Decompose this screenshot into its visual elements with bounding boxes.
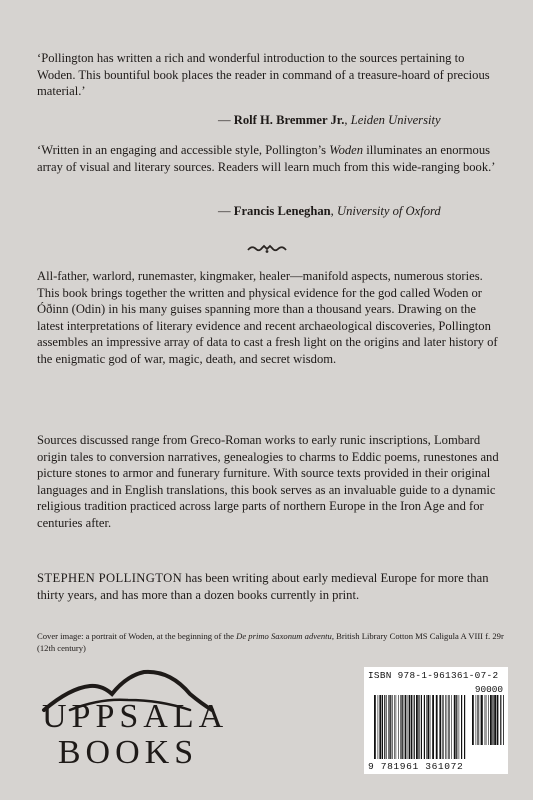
barcode-bar	[416, 695, 418, 759]
author-name: STEPHEN POLLINGTON	[37, 571, 183, 585]
barcode-bar	[390, 695, 391, 759]
barcode-bar	[430, 695, 431, 759]
quote-2-author: Francis Leneghan	[233, 204, 331, 218]
barcode-bar	[396, 695, 397, 759]
price-code: 90000	[474, 684, 503, 695]
addon-barcode-bars	[472, 695, 504, 745]
quote-2-text-start: ‘Written in an engaging and accessible style, Pollington’s	[37, 143, 330, 157]
barcode-bar	[402, 695, 403, 759]
barcode-bar	[414, 695, 415, 759]
barcode-bar	[445, 695, 446, 759]
barcode-bar	[386, 695, 387, 759]
barcode-bar	[379, 695, 381, 759]
barcode-bar	[500, 695, 501, 745]
barcode-bar	[464, 695, 465, 759]
barcode-bar	[384, 695, 385, 759]
quote-1	[37, 50, 499, 100]
isbn-number: ISBN 978-1-961361-07-2	[368, 670, 499, 681]
barcode-bar	[405, 695, 407, 759]
barcode-bar	[488, 695, 489, 745]
barcode-bar	[408, 695, 409, 759]
ean-digits: 9 781961 361072	[368, 761, 464, 772]
barcode-bar	[456, 695, 457, 759]
barcode-bar	[424, 695, 425, 759]
barcode-bar	[426, 695, 427, 759]
barcode-bar	[394, 695, 395, 759]
barcode-bar	[461, 695, 462, 759]
barcode-bar	[392, 695, 393, 759]
barcode-bar	[497, 695, 499, 745]
barcode-bar	[503, 695, 504, 745]
barcode-bar	[476, 695, 477, 745]
publisher-logo	[40, 668, 229, 778]
quote-2-affiliation: University of Oxford	[336, 204, 441, 218]
barcode-bar	[418, 695, 419, 759]
caption-text-start: Cover image: a portrait of Woden, at the beginning of the	[37, 631, 237, 641]
dash: —	[218, 113, 231, 127]
barcode-bar	[492, 695, 493, 745]
barcode-bar	[459, 695, 460, 759]
quote-2-text-end: illuminates an enormous array of visual and literary sources. Readers will learn much from this wide-ranging book.’	[37, 143, 496, 174]
barcode-bar	[409, 695, 410, 759]
quote-1-attribution: — Rolf H. Bremmer Jr., Leiden University	[218, 113, 441, 127]
barcode-bar	[442, 695, 443, 759]
barcode-bar	[451, 695, 452, 759]
publisher-name-line-2: BOOKS	[57, 734, 199, 771]
barcode-bar	[480, 695, 481, 745]
barcode-bar	[436, 695, 438, 759]
barcode-bar	[486, 695, 487, 745]
description-paragraph-2: Sources discussed range from Greco-Roman works to early runic inscriptions, Lombard origin tales to conversion narratives, genealogies to charms to Eddic poems, runestones and picture stones to armor and funerary furniture. With source texts provided in their original languages and in English translations, this book serves as an invaluable guide to a dynamic religious tradition practiced across large parts of northern Europe in the Iron Age and for centuries after.	[37, 433, 499, 530]
barcode-bar	[378, 695, 379, 759]
dash: —	[218, 204, 231, 218]
quote-1-affiliation: Leiden University	[350, 113, 441, 127]
barcode-bar	[421, 695, 422, 759]
barcode-bar	[447, 695, 448, 759]
author-bio-text: has been writing about early medieval Europe for more than thirty years, and has more than a dozen books currently in print.	[37, 571, 489, 602]
caption-work-title: De primo Saxonum adventu	[236, 631, 332, 641]
barcode-bar	[427, 695, 429, 759]
barcode-bar	[374, 695, 376, 759]
barcode-bar	[432, 695, 434, 759]
barcode-bar	[485, 695, 486, 745]
barcode-bar	[477, 695, 478, 745]
quote-2	[37, 142, 499, 175]
barcode-bar	[400, 695, 401, 759]
ean-barcode-bars	[374, 695, 466, 759]
barcode-bar	[411, 695, 413, 759]
caption-text-end: , British Library Cotton MS Caligula A VIII f. 29r (12th century)	[37, 631, 504, 653]
barcode-bar	[481, 695, 483, 745]
barcode-bar	[439, 695, 441, 759]
barcode-bar	[398, 695, 399, 759]
quote-2-attribution: — Francis Leneghan, University of Oxford	[218, 204, 441, 218]
barcode-bar	[494, 695, 496, 745]
author-bio	[37, 570, 499, 603]
barcode-bar	[388, 695, 389, 759]
isbn-barcode	[364, 667, 508, 774]
barcode-bar	[382, 695, 383, 759]
quote-1-author: Rolf H. Bremmer Jr.	[233, 113, 345, 127]
barcode-bar	[454, 695, 456, 759]
description-paragraph-1: All-father, warlord, runemaster, kingmaker, healer—manifold aspects, numerous stories. This book brings together the written and physical evidence for the god called Woden or Óðinn (Odin) in his many guises spanning more than a thousand years. Drawing on the latest interpretations of literary evidence and recent archaeological discoveries, Pollington assembles an impressive array of data to cast a fresh light on the origins and later history of the enigmatic god of war, magic, death, and secret wisdom.	[37, 269, 498, 366]
ornament-divider	[246, 242, 288, 256]
barcode-bar	[472, 695, 474, 745]
barcode-bar	[448, 695, 449, 759]
barcode-bar	[490, 695, 492, 745]
publisher-name-line-1: UPPSALA	[42, 698, 229, 735]
quote-1-text: ‘Pollington has written a rich and wonderful introduction to the sources pertaining to Woden. This bountiful book places the reader in command of a treasure-hoard of precious material.’	[37, 51, 490, 99]
cover-image-caption	[37, 631, 507, 654]
book-title: Woden	[329, 143, 364, 157]
